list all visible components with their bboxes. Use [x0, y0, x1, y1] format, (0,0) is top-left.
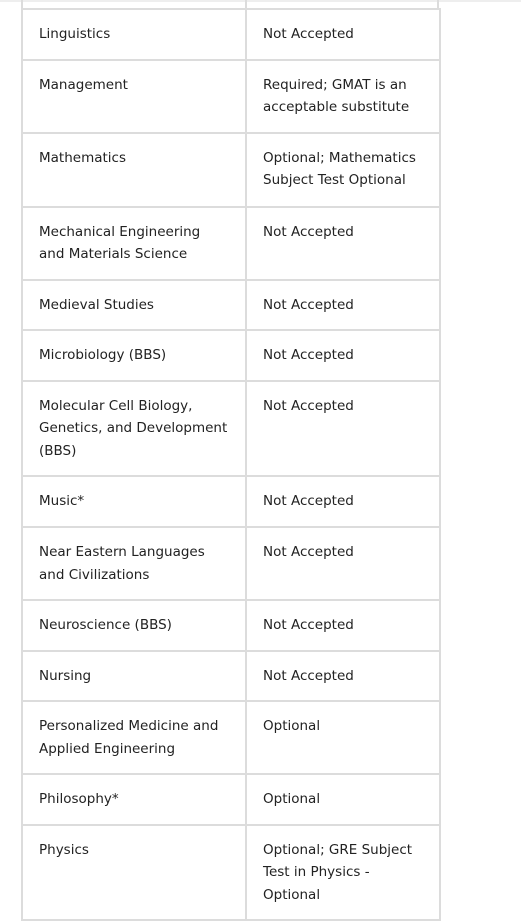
previous-row-edge	[21, 0, 439, 8]
gre-requirements-table	[21, 8, 441, 921]
program-name-cell: Mechanical Engineering and Materials Science	[22, 207, 246, 280]
program-name-cell: Philosophy*	[22, 774, 246, 825]
program-name-cell: Music*	[22, 476, 246, 527]
program-name-cell: Physics	[22, 825, 246, 921]
program-name-cell: Molecular Cell Biology, Genetics, and Development (BBS)	[22, 381, 246, 477]
table-row	[22, 207, 440, 280]
table-row	[22, 701, 440, 774]
table-row	[22, 280, 440, 331]
gre-requirement-cell: Not Accepted	[246, 280, 440, 331]
gre-requirement-cell: Optional; Mathematics Subject Test Optional	[246, 133, 440, 207]
program-name-cell: Medieval Studies	[22, 280, 246, 331]
gre-requirement-cell: Not Accepted	[246, 476, 440, 527]
gre-requirement-cell: Not Accepted	[246, 527, 440, 600]
table-row	[22, 133, 440, 207]
gre-requirement-cell: Optional	[246, 774, 440, 825]
table-body	[22, 9, 440, 920]
gre-requirement-cell: Not Accepted	[246, 381, 440, 477]
gre-requirement-cell: Not Accepted	[246, 651, 440, 702]
program-name-cell: Mathematics	[22, 133, 246, 207]
table-row	[22, 381, 440, 477]
gre-requirement-cell: Not Accepted	[246, 9, 440, 60]
table-row	[22, 60, 440, 133]
gre-requirement-cell: Required; GMAT is an acceptable substitute	[246, 60, 440, 133]
gre-requirement-cell: Not Accepted	[246, 600, 440, 651]
table-row	[22, 330, 440, 381]
table-row	[22, 9, 440, 60]
gre-requirement-cell: Optional; GRE Subject Test in Physics - Optional	[246, 825, 440, 921]
table-row	[22, 527, 440, 600]
program-name-cell: Nursing	[22, 651, 246, 702]
program-name-cell: Personalized Medicine and Applied Engineering	[22, 701, 246, 774]
program-name-cell: Linguistics	[22, 9, 246, 60]
gre-requirement-cell: Not Accepted	[246, 330, 440, 381]
program-name-cell: Near Eastern Languages and Civilizations	[22, 527, 246, 600]
gre-requirement-cell: Not Accepted	[246, 207, 440, 280]
table-row	[22, 476, 440, 527]
table-row	[22, 600, 440, 651]
table-row	[22, 774, 440, 825]
program-name-cell: Neuroscience (BBS)	[22, 600, 246, 651]
gre-requirement-cell: Optional	[246, 701, 440, 774]
table-row	[22, 825, 440, 921]
program-name-cell: Management	[22, 60, 246, 133]
program-name-cell: Microbiology (BBS)	[22, 330, 246, 381]
table-row	[22, 651, 440, 702]
